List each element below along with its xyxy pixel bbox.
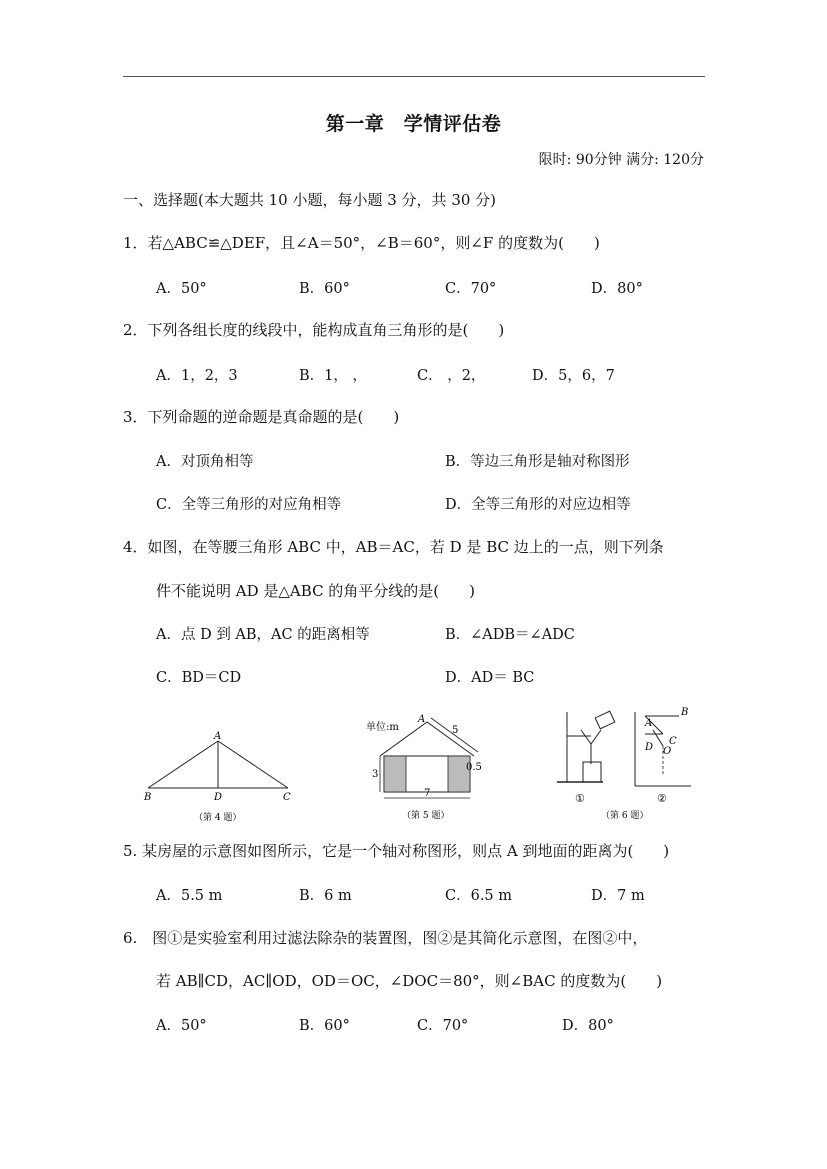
q1-option-a: A．50° <box>156 281 207 297</box>
fig5-len05: 0.5 <box>466 762 482 773</box>
time-score-limit: 限时: 90分钟 满分: 120分 <box>538 152 704 168</box>
figure-6-apparatus <box>545 706 695 824</box>
page-title: 第一章 学情评估卷 <box>325 113 502 135</box>
fig6-pouring-beaker <box>595 711 615 729</box>
header-rule <box>123 76 705 77</box>
figure-5-house <box>362 708 494 824</box>
q2-option-d: D．5，6，7 <box>532 368 615 384</box>
q3-option-d: D．全等三角形的对应边相等 <box>445 497 631 513</box>
fig5-caption: （第 5 题） <box>402 811 450 821</box>
question-4-stem-line2: 件不能说明 AD 是△ABC 的角平分线的是( ) <box>156 582 476 600</box>
fig5-len3: 3 <box>372 769 379 780</box>
figure-4-triangle <box>140 728 300 824</box>
fig6-funnel <box>581 730 601 744</box>
question-1-stem: 1．若△ABC≌△DEF，且∠A＝50°，∠B＝60°，则∠F 的度数为( ) <box>123 234 600 252</box>
q6-option-d: D．80° <box>562 1018 614 1034</box>
fig6-beaker <box>583 762 601 782</box>
q3-option-c: C．全等三角形的对应角相等 <box>156 497 342 513</box>
q5-option-b: B．6 m <box>299 888 352 904</box>
q4-option-a: A．点 D 到 AB，AC 的距离相等 <box>156 627 370 643</box>
fig6-label-c: C <box>669 736 677 747</box>
fig6-mark-1: ① <box>575 792 585 805</box>
fig6-label-o: O <box>663 746 672 757</box>
question-6-stem-line2: 若 AB∥CD，AC∥OD，OD＝OC，∠DOC＝80°，则∠BAC 的度数为( ) <box>156 972 663 990</box>
q3-option-a: A．对顶角相等 <box>156 454 254 470</box>
fig6-label-b: B <box>681 707 689 718</box>
q2-option-c: C． ，2， <box>417 368 486 384</box>
fig5-label-a: A <box>418 714 426 725</box>
fig4-caption: （第 4 题） <box>194 813 242 823</box>
q5-option-a: A．5.5 m <box>156 888 223 904</box>
fig6-label-d: D <box>645 742 654 753</box>
fig6-caption: （第 6 题） <box>601 811 649 821</box>
fig4-label-a: A <box>214 731 222 742</box>
fig5-len5: 5 <box>452 725 459 736</box>
question-6-stem-line1: 6. 图①是实验室利用过滤法除杂的装置图，图②是其简化示意图，在图②中， <box>123 929 648 947</box>
fig6-mark-2: ② <box>657 792 667 805</box>
fig5-left-wall <box>384 756 406 792</box>
q1-option-d: D．80° <box>591 281 643 297</box>
q6-option-c: C．70° <box>417 1018 469 1034</box>
fig5-len7: 7 <box>424 788 431 799</box>
q5-option-c: C．6.5 m <box>445 888 513 904</box>
q4-option-d: D．AD＝ BC <box>445 670 535 686</box>
q3-option-b: B．等边三角形是轴对称图形 <box>445 454 630 470</box>
fig6-label-a: A <box>645 718 653 729</box>
q1-option-b: B．60° <box>299 281 350 297</box>
fig4-label-b: B <box>144 792 152 803</box>
q1-option-c: C．70° <box>445 281 497 297</box>
fig5-unit: 单位:m <box>366 722 399 733</box>
q2-option-a: A．1，2，3 <box>156 368 238 384</box>
q6-option-b: B．60° <box>299 1018 350 1034</box>
question-2-stem: 2．下列各组长度的线段中，能构成直角三角形的是( ) <box>123 321 505 339</box>
fig4-side-ac <box>218 741 288 788</box>
q2-option-b: B．1， ， <box>299 368 367 384</box>
fig4-side-ab <box>148 741 218 788</box>
section-heading: 一、选择题(本大题共 10 小题，每小题 3 分，共 30 分) <box>123 191 497 209</box>
q4-option-c: C．BD＝CD <box>156 670 242 686</box>
q4-option-b: B．∠ADB＝∠ADC <box>445 627 575 643</box>
fig4-label-c: C <box>283 792 291 803</box>
question-4-stem-line1: 4．如图，在等腰三角形 ABC 中，AB＝AC，若 D 是 BC 边上的一点，则下列条 <box>123 538 664 556</box>
question-5-stem: 5. 某房屋的示意图如图所示，它是一个轴对称图形，则点 A 到地面的距离为( ) <box>123 842 670 860</box>
fig4-label-d: D <box>214 792 223 803</box>
question-3-stem: 3．下列命题的逆命题是真命题的是( ) <box>123 408 400 426</box>
q5-option-d: D．7 m <box>591 888 645 904</box>
q6-option-a: A．50° <box>156 1018 207 1034</box>
